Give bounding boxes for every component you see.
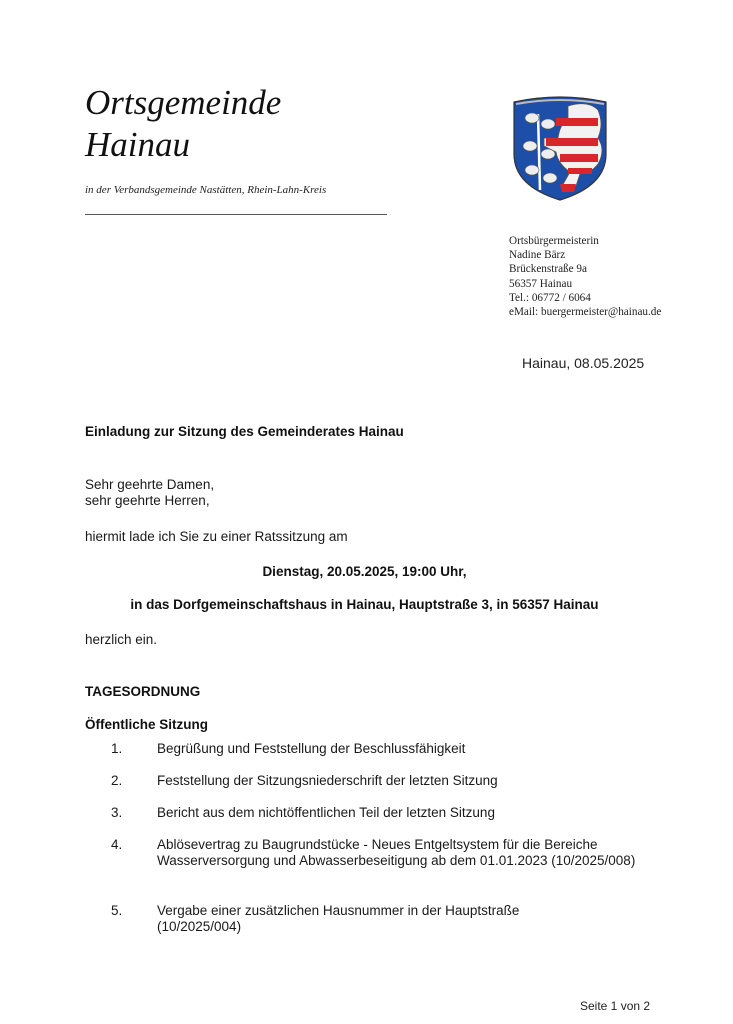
sender-email[interactable]: eMail: buergermeister@hainau.de — [509, 306, 662, 319]
letterhead-divider — [85, 214, 387, 215]
meeting-location: in das Dorfgemeinschaftshaus in Hainau, Hauptstraße 3, in 56357 Hainau — [130, 597, 599, 612]
agenda-item-text: Vergabe einer zusätzlichen Hausnummer in der Hauptstraße (10/2025/004) — [157, 903, 520, 934]
invitation-closing: herzlich ein. — [85, 632, 158, 647]
sender-name: Nadine Bärz — [509, 249, 566, 262]
meeting-date-time: Dienstag, 20.05.2025, 19:00 Uhr, — [262, 564, 467, 579]
municipality-subtitle: in der Verbandsgemeinde Nastätten, Rhein-Lahn-Kreis — [85, 184, 327, 196]
agenda-item — [111, 773, 667, 789]
title-line-2: Hainau — [85, 125, 190, 164]
invitation-intro: hiermit lade ich Sie zu einer Ratssitzung am — [85, 529, 348, 544]
agenda-item-number: 4. — [111, 837, 123, 852]
agenda-heading: TAGESORDNUNG — [85, 684, 201, 699]
municipality-title — [85, 82, 281, 166]
agenda-item — [111, 741, 667, 757]
agenda-item-number: 2. — [111, 773, 123, 788]
agenda-item-text: Feststellung der Sitzungsniederschrift der letzten Sitzung — [157, 773, 498, 788]
page-number: Seite 1 von 2 — [580, 999, 651, 1013]
letter-subject: Einladung zur Sitzung des Gemeinderates Hainau — [85, 424, 404, 439]
agenda-item — [111, 837, 657, 869]
salutation-line-2: sehr geehrte Herren, — [85, 493, 210, 508]
agenda-item-text: Bericht aus dem nichtöffentlichen Teil der letzten Sitzung — [157, 805, 495, 820]
coat-of-arms-icon — [510, 94, 610, 202]
sender-street: Brückenstraße 9a — [509, 263, 587, 276]
agenda-section-public: Öffentliche Sitzung — [85, 717, 208, 732]
agenda-item-text: Ablösevertrag zu Baugrundstücke - Neues Entgeltsystem für die Bereiche Wasserversorgung und Abwasserbeseitigung ab dem 01.01.2023 (10/2025/008) — [157, 837, 636, 868]
title-line-1: Ortsgemeinde — [85, 83, 282, 122]
agenda-item — [111, 903, 577, 935]
agenda-item-number: 3. — [111, 805, 123, 820]
sender-address — [509, 234, 661, 319]
agenda-item — [111, 805, 667, 821]
sender-role: Ortsbürgermeisterin — [509, 235, 599, 247]
agenda-item-text: Begrüßung und Feststellung der Beschlussfähigkeit — [157, 741, 466, 756]
agenda-item-number: 1. — [111, 741, 123, 756]
salutation — [85, 477, 214, 509]
sender-city: 56357 Hainau — [509, 277, 573, 290]
letter-date: Hainau, 08.05.2025 — [522, 355, 645, 371]
agenda-item-number: 5. — [111, 903, 123, 918]
salutation-line-1: Sehr geehrte Damen, — [85, 477, 215, 492]
sender-phone: Tel.: 06772 / 6064 — [509, 291, 591, 304]
